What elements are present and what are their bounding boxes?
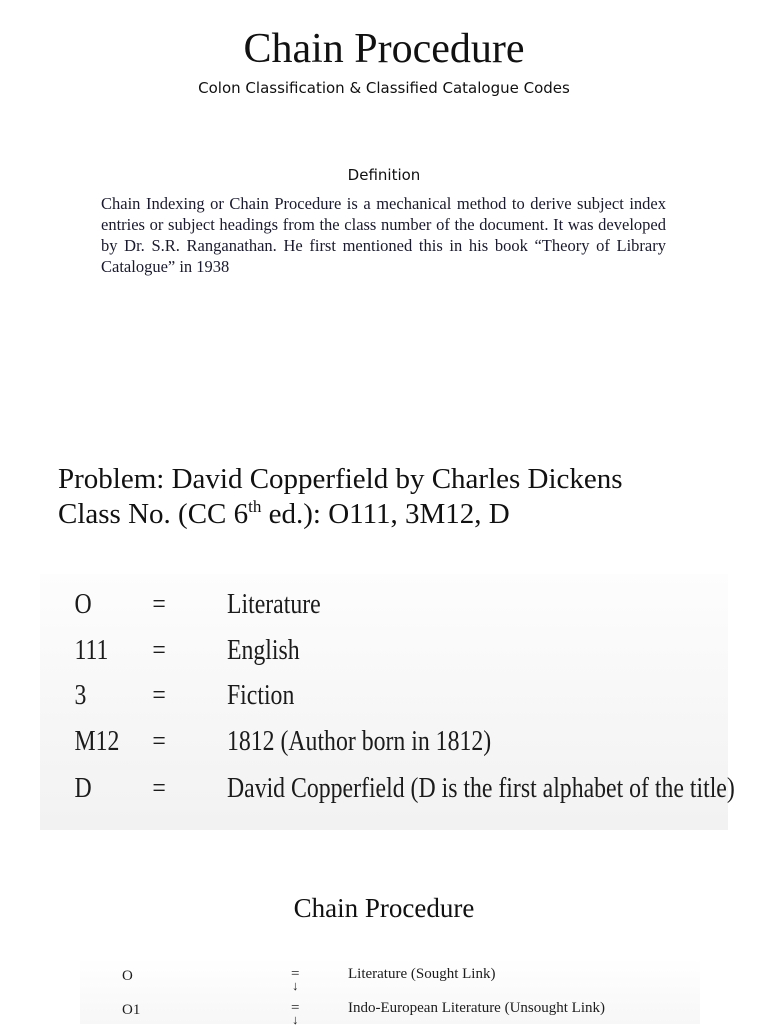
breakdown-row xyxy=(40,717,604,763)
class-meaning: Fiction xyxy=(226,679,295,711)
breakdown-row xyxy=(40,671,604,717)
definition-heading: Definition xyxy=(347,166,421,184)
class-no-prefix: Class No. (CC 6 xyxy=(58,498,249,530)
class-no-value: ed.): O111, 3M12, D xyxy=(261,498,510,530)
chain-step xyxy=(80,960,700,993)
class-number-breakdown xyxy=(40,574,735,830)
equals-sign: = xyxy=(291,1000,300,1016)
equals-sign: = xyxy=(152,588,166,620)
chain-code: O1 xyxy=(122,1002,141,1018)
equals-sign: = xyxy=(152,725,166,757)
chain-meaning: Literature (Sought Link) xyxy=(348,966,496,982)
equals-sign: = xyxy=(152,679,166,711)
class-meaning: David Copperfield (D is the first alphabet of the title) xyxy=(226,772,735,804)
chain-procedure-steps xyxy=(80,958,700,1027)
breakdown-row xyxy=(40,764,735,810)
down-arrow-icon: ↓ xyxy=(292,978,299,993)
chain-step xyxy=(80,994,700,1027)
page-subtitle: Colon Classification & Classified Catalogue Codes xyxy=(198,79,570,97)
down-arrow-icon: ↓ xyxy=(292,1012,299,1027)
class-code: 111 xyxy=(74,634,109,666)
equals-sign: = xyxy=(291,966,300,982)
problem-line-1: Problem: David Copperfield by Charles Dickens xyxy=(58,463,623,495)
page-title: Chain Procedure xyxy=(243,26,525,72)
breakdown-row xyxy=(40,580,604,626)
class-code: M12 xyxy=(74,725,120,757)
problem-statement xyxy=(58,462,758,532)
class-code: 3 xyxy=(74,679,87,711)
class-meaning: 1812 (Author born in 1812) xyxy=(226,725,492,757)
class-meaning: Literature xyxy=(226,588,321,620)
problem-line-2 xyxy=(58,497,758,532)
class-code: D xyxy=(74,772,92,804)
equals-sign: = xyxy=(152,772,166,804)
breakdown-row xyxy=(40,626,604,672)
chain-code: O xyxy=(122,968,133,984)
equals-sign: = xyxy=(152,634,166,666)
class-meaning: English xyxy=(226,634,300,666)
chain-meaning: Indo-European Literature (Unsought Link) xyxy=(348,1000,605,1016)
class-code: O xyxy=(74,588,92,620)
chain-procedure-heading: Chain Procedure xyxy=(293,893,475,923)
definition-text: Chain Indexing or Chain Procedure is a mechanical method to derive subject index entries or subject headings from the class number of the document. It was developed by Dr. S.R. Ranganathan. He first mentioned this in his book “Theory of Library Catalogue” in 1938 xyxy=(101,194,666,276)
edition-superscript: th xyxy=(248,497,262,516)
